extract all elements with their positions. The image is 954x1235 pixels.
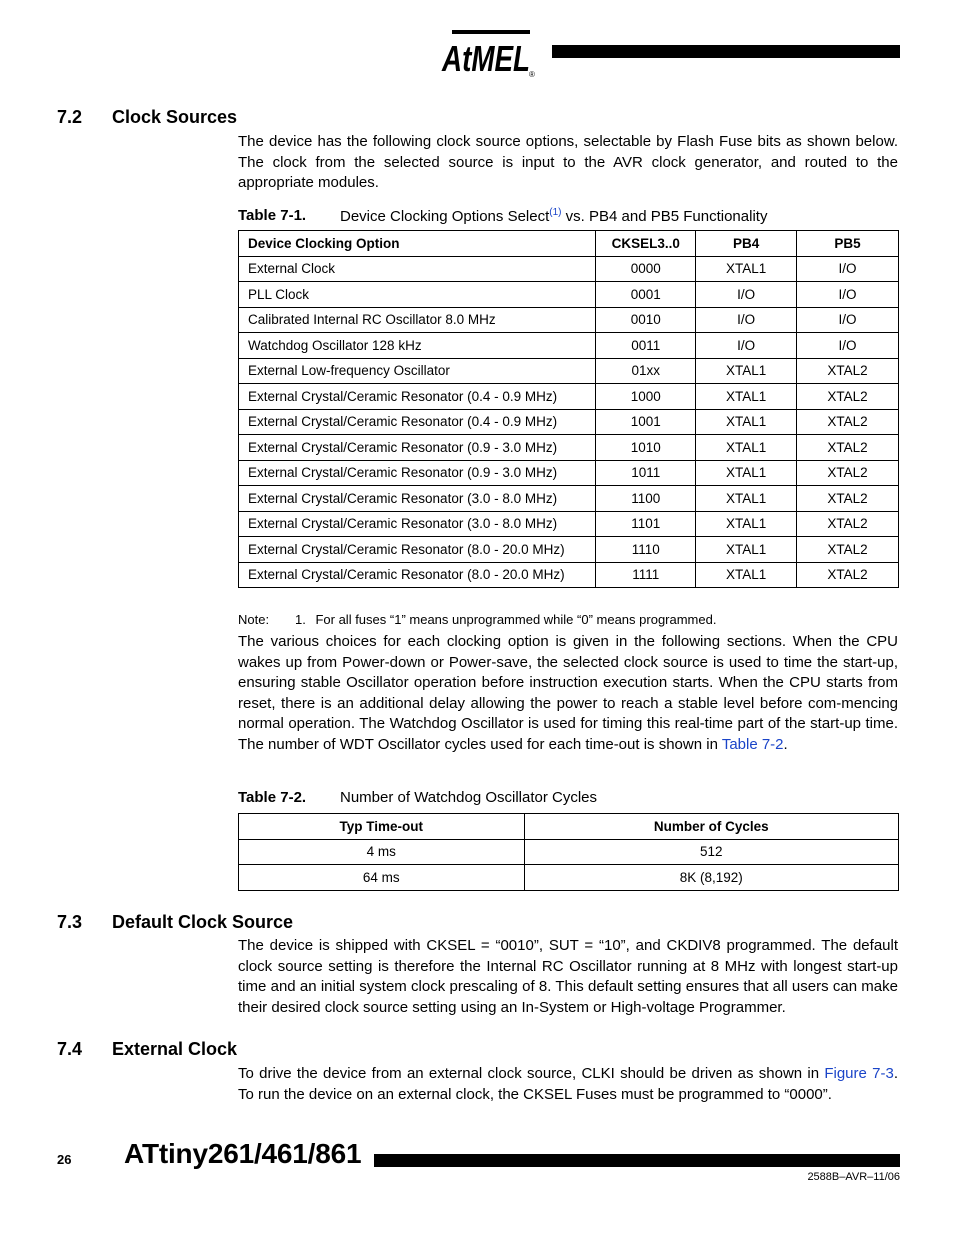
table-cell: XTAL1 [696,435,797,461]
table-cell: I/O [696,333,797,359]
table-cell: I/O [696,282,797,308]
table-row [239,384,899,410]
table-cell: XTAL2 [797,384,899,410]
table-cell: 01xx [596,358,696,384]
col-header: Number of Cycles [524,814,898,840]
table-row [239,333,899,359]
table-cell: I/O [797,307,899,333]
table-cell: 0000 [596,256,696,282]
section-7-2-number: 7.2 [57,107,83,127]
table-cell: 512 [524,839,898,865]
table-7-2-caption [238,789,598,806]
table-row [239,839,899,865]
table-cell: External Crystal/Ceramic Resonator (0.9 - 3.0 MHz) [239,460,596,486]
footer-rule [374,1154,900,1167]
table-header-row [239,814,899,840]
table-cell: XTAL2 [797,435,899,461]
table-cell: 64 ms [239,865,525,891]
figure-7-3-link[interactable]: Figure 7-3 [824,1065,894,1082]
table-cell: External Crystal/Ceramic Resonator (0.9 - 3.0 MHz) [239,435,596,461]
page-number: 26 [57,1152,72,1167]
table-cell: 1011 [596,460,696,486]
registered-mark: ® [529,70,535,79]
table-cell: I/O [797,256,899,282]
section-7-4-number: 7.4 [57,1039,83,1059]
section-7-4-title: External Clock [112,1039,238,1059]
col-header: Typ Time-out [239,814,525,840]
table-row [239,562,899,588]
table-cell: XTAL2 [797,358,899,384]
table-7-2-title: Number of Watchdog Oscillator Cycles [340,789,598,806]
table-7-1-note [238,612,717,627]
document-title: ATtiny261/461/861 [124,1138,362,1169]
table-cell: 1001 [596,409,696,435]
section-7-3-number: 7.3 [57,912,83,932]
table-7-1-label: Table 7-1. [238,207,307,224]
table-header-row [239,231,899,257]
table-cell: XTAL2 [797,409,899,435]
document-number: 2588B–AVR–11/06 [807,1171,900,1183]
col-header: CKSEL3..0 [596,231,696,257]
table-row [239,865,899,891]
table-cell: 1000 [596,384,696,410]
table-row [239,460,899,486]
table-7-1-caption [238,207,768,225]
table-cell: I/O [797,282,899,308]
table-row [239,307,899,333]
table-cell: 0011 [596,333,696,359]
note-text: For all fuses “1” means unprogrammed while “0” means programmed. [315,612,717,627]
table-cell: XTAL2 [797,537,899,563]
watchdog-cycles-table [238,813,899,891]
table-row [239,409,899,435]
table-cell: 8K (8,192) [524,865,898,891]
table-cell: XTAL1 [696,384,797,410]
table-cell: XTAL1 [696,460,797,486]
logo-wordmark: AtMEL [441,38,530,79]
section-7-3-body: The device is shipped with CKSEL = “0010”, SUT = “10”, and CKDIV8 programmed. The default clock source setting is therefore the Internal RC Oscillator running at 8 MHz with longest start-up time and an initial system clock prescaling of 8. This default setting ensures that all users can make their desired clock source setting using an In-System or High-voltage Programmer. [238,937,898,1016]
table-7-2-link[interactable]: Table 7-2 [721,735,784,753]
table-row [239,537,899,563]
table-cell: Calibrated Internal RC Oscillator 8.0 MHz [239,307,596,333]
table-cell: PLL Clock [239,282,596,308]
note-number: 1. [295,612,306,627]
table-cell: 1101 [596,511,696,537]
table-cell: XTAL1 [696,537,797,563]
table-7-2-label: Table 7-2. [238,789,307,806]
col-header: Device Clocking Option [239,231,596,257]
table-cell: XTAL1 [696,358,797,384]
table-cell: External Crystal/Ceramic Resonator (0.4 - 0.9 MHz) [239,409,596,435]
note-label: Note: [238,612,270,627]
table-row [239,486,899,512]
table-cell: External Crystal/Ceramic Resonator (3.0 - 8.0 MHz) [239,511,596,537]
table-row [239,511,899,537]
section-7-2-intro: The device has the following clock source options, selectable by Flash Fuse bits as shown below. The clock from the selected source is input to the AVR clock generator, and routed to the appropriate modules. [238,133,898,191]
table-cell: XTAL1 [696,562,797,588]
table-cell: I/O [797,333,899,359]
table-7-1-title-rest: vs. PB4 and PB5 Functionality [561,208,768,225]
table-cell: XTAL1 [696,486,797,512]
table-cell: XTAL2 [797,562,899,588]
table-cell: I/O [696,307,797,333]
table-cell: 1010 [596,435,696,461]
section-7-2-title: Clock Sources [112,107,238,127]
table-cell: XTAL2 [797,460,899,486]
table-cell: 1110 [596,537,696,563]
table-7-1-title: Device Clocking Options Select [340,208,550,225]
table-cell: External Crystal/Ceramic Resonator (8.0 - 20.0 MHz) [239,562,596,588]
table-cell: Watchdog Oscillator 128 kHz [239,333,596,359]
table-row [239,256,899,282]
table-cell: 4 ms [239,839,525,865]
table-cell: 0010 [596,307,696,333]
table-cell: XTAL2 [797,511,899,537]
table-cell: External Clock [239,256,596,282]
table-cell: XTAL1 [696,511,797,537]
table-cell: External Crystal/Ceramic Resonator (0.4 - 0.9 MHz) [239,384,596,410]
table-cell: XTAL1 [696,256,797,282]
clocking-options-table [238,230,899,588]
table-row [239,282,899,308]
col-header: PB5 [797,231,899,257]
table-cell: 1100 [596,486,696,512]
table-cell: XTAL2 [797,486,899,512]
header-rule [552,45,900,58]
paragraph-text: The various choices for each clocking option is given in the following sections. When the CPU wakes up from Power-down or Power-save, the selected clock source is used to time the start-up, ensuring stable Oscillator operation before instruction execution starts. When the CPU starts from reset, there is an additional delay allowing the power to reach a stable level before com-mencing normal operation. The Watchdog Oscillator is used for timing this real-time part of the start-up time. The number of WDT Oscillator cycles used for each time-out is shown in [238,633,898,753]
table-row [239,435,899,461]
section-7-3-title: Default Clock Source [112,912,294,932]
table-cell: External Low-frequency Oscillator [239,358,596,384]
clock-choices-paragraph: The various choices for each clocking option is given in the following sections. When the CPU wakes up from Power-down or Power-save, the selected clock source is used to time the start-up, ensuring stable Oscillator operation before instruction execution starts. When the CPU starts from reset, there is an additional delay allowing the power to reach a stable level before com-mencing normal operation. The Watchdog Oscillator is used for timing this real-time part of the start-up time. The number of WDT Oscillator cycles used for each time-out is shown in Table 7-2. [238,633,898,753]
table-cell: 1111 [596,562,696,588]
table-row [239,358,899,384]
table-cell: External Crystal/Ceramic Resonator (3.0 - 8.0 MHz) [239,486,596,512]
table-cell: XTAL1 [696,409,797,435]
table-7-1-footnote-ref[interactable]: (1) [549,207,562,218]
atmel-logo [440,30,538,80]
table-cell: 0001 [596,282,696,308]
section-7-4-body: To drive the device from an external clock source, CLKI should be driven as shown in Figure 7-3. To run the device on an external clock, the CKSEL Fuses must be programmed to “0000”. [238,1065,898,1103]
table-cell: External Crystal/Ceramic Resonator (8.0 - 20.0 MHz) [239,537,596,563]
col-header: PB4 [696,231,797,257]
